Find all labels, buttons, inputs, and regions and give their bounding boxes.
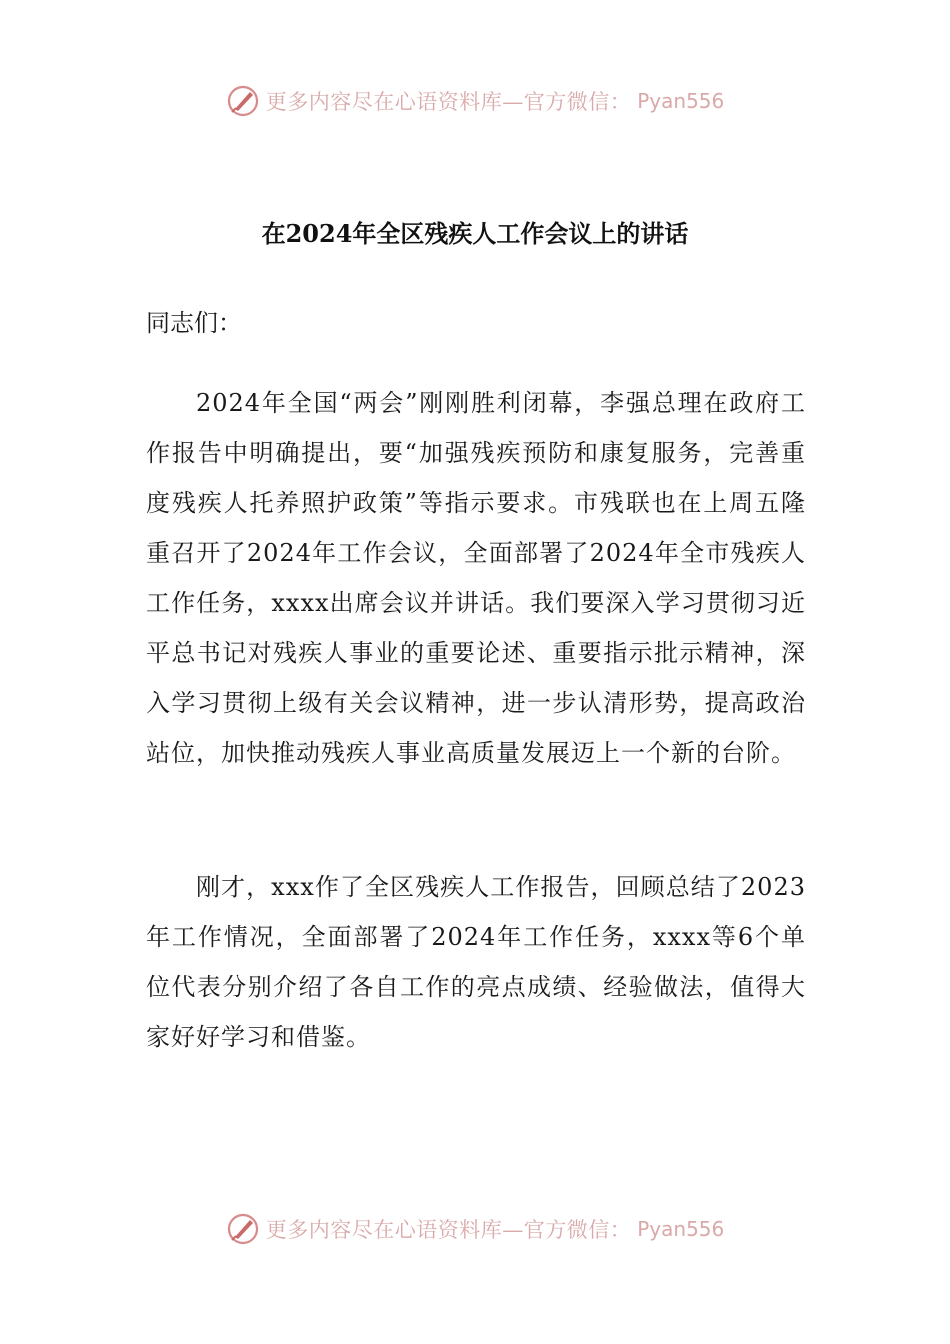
footer-watermark bbox=[0, 1212, 950, 1246]
document-title: 在2024年全区残疾人工作会议上的讲话 bbox=[261, 219, 689, 248]
watermark-text: 更多内容尽在心语资料库—官方微信： bbox=[265, 1218, 632, 1242]
quill-logo-icon bbox=[226, 1212, 260, 1246]
header-watermark bbox=[0, 84, 950, 118]
paragraph-1: 2024年全国“两会”刚刚胜利闭幕，李强总理在政府工作报告中明确提出，要“加强残疾预防和康复服务，完善重度残疾人托养照护政策”等指示要求。市残联也在上周五隆重召开了2024年工作会议，全面部署了2024年全市残疾人工作任务，xxxx出席会议并讲话。我们要深入学习贯彻习近平总书记对残疾人事业的重要论述、重要指示批示精神，深入学习贯彻上级有关会议精神，进一步认清形势，提高政治站位，加快推动残疾人事业高质量发展迈上一个新的台阶。 bbox=[146, 389, 806, 767]
quill-logo-icon bbox=[226, 84, 260, 118]
paragraph-2: 刚才，xxx作了全区残疾人工作报告，回顾总结了2023年工作情况，全面部署了2024年工作任务，xxxx等6个单位代表分别介绍了各自工作的亮点成绩、经验做法，值得大家好好学习和借鉴。 bbox=[146, 873, 806, 1051]
watermark-wechat-id: Pyan556 bbox=[637, 1217, 725, 1241]
salutation: 同志们： bbox=[146, 309, 242, 337]
watermark-text: 更多内容尽在心语资料库—官方微信： bbox=[265, 90, 632, 114]
watermark-wechat-id: Pyan556 bbox=[637, 89, 725, 113]
